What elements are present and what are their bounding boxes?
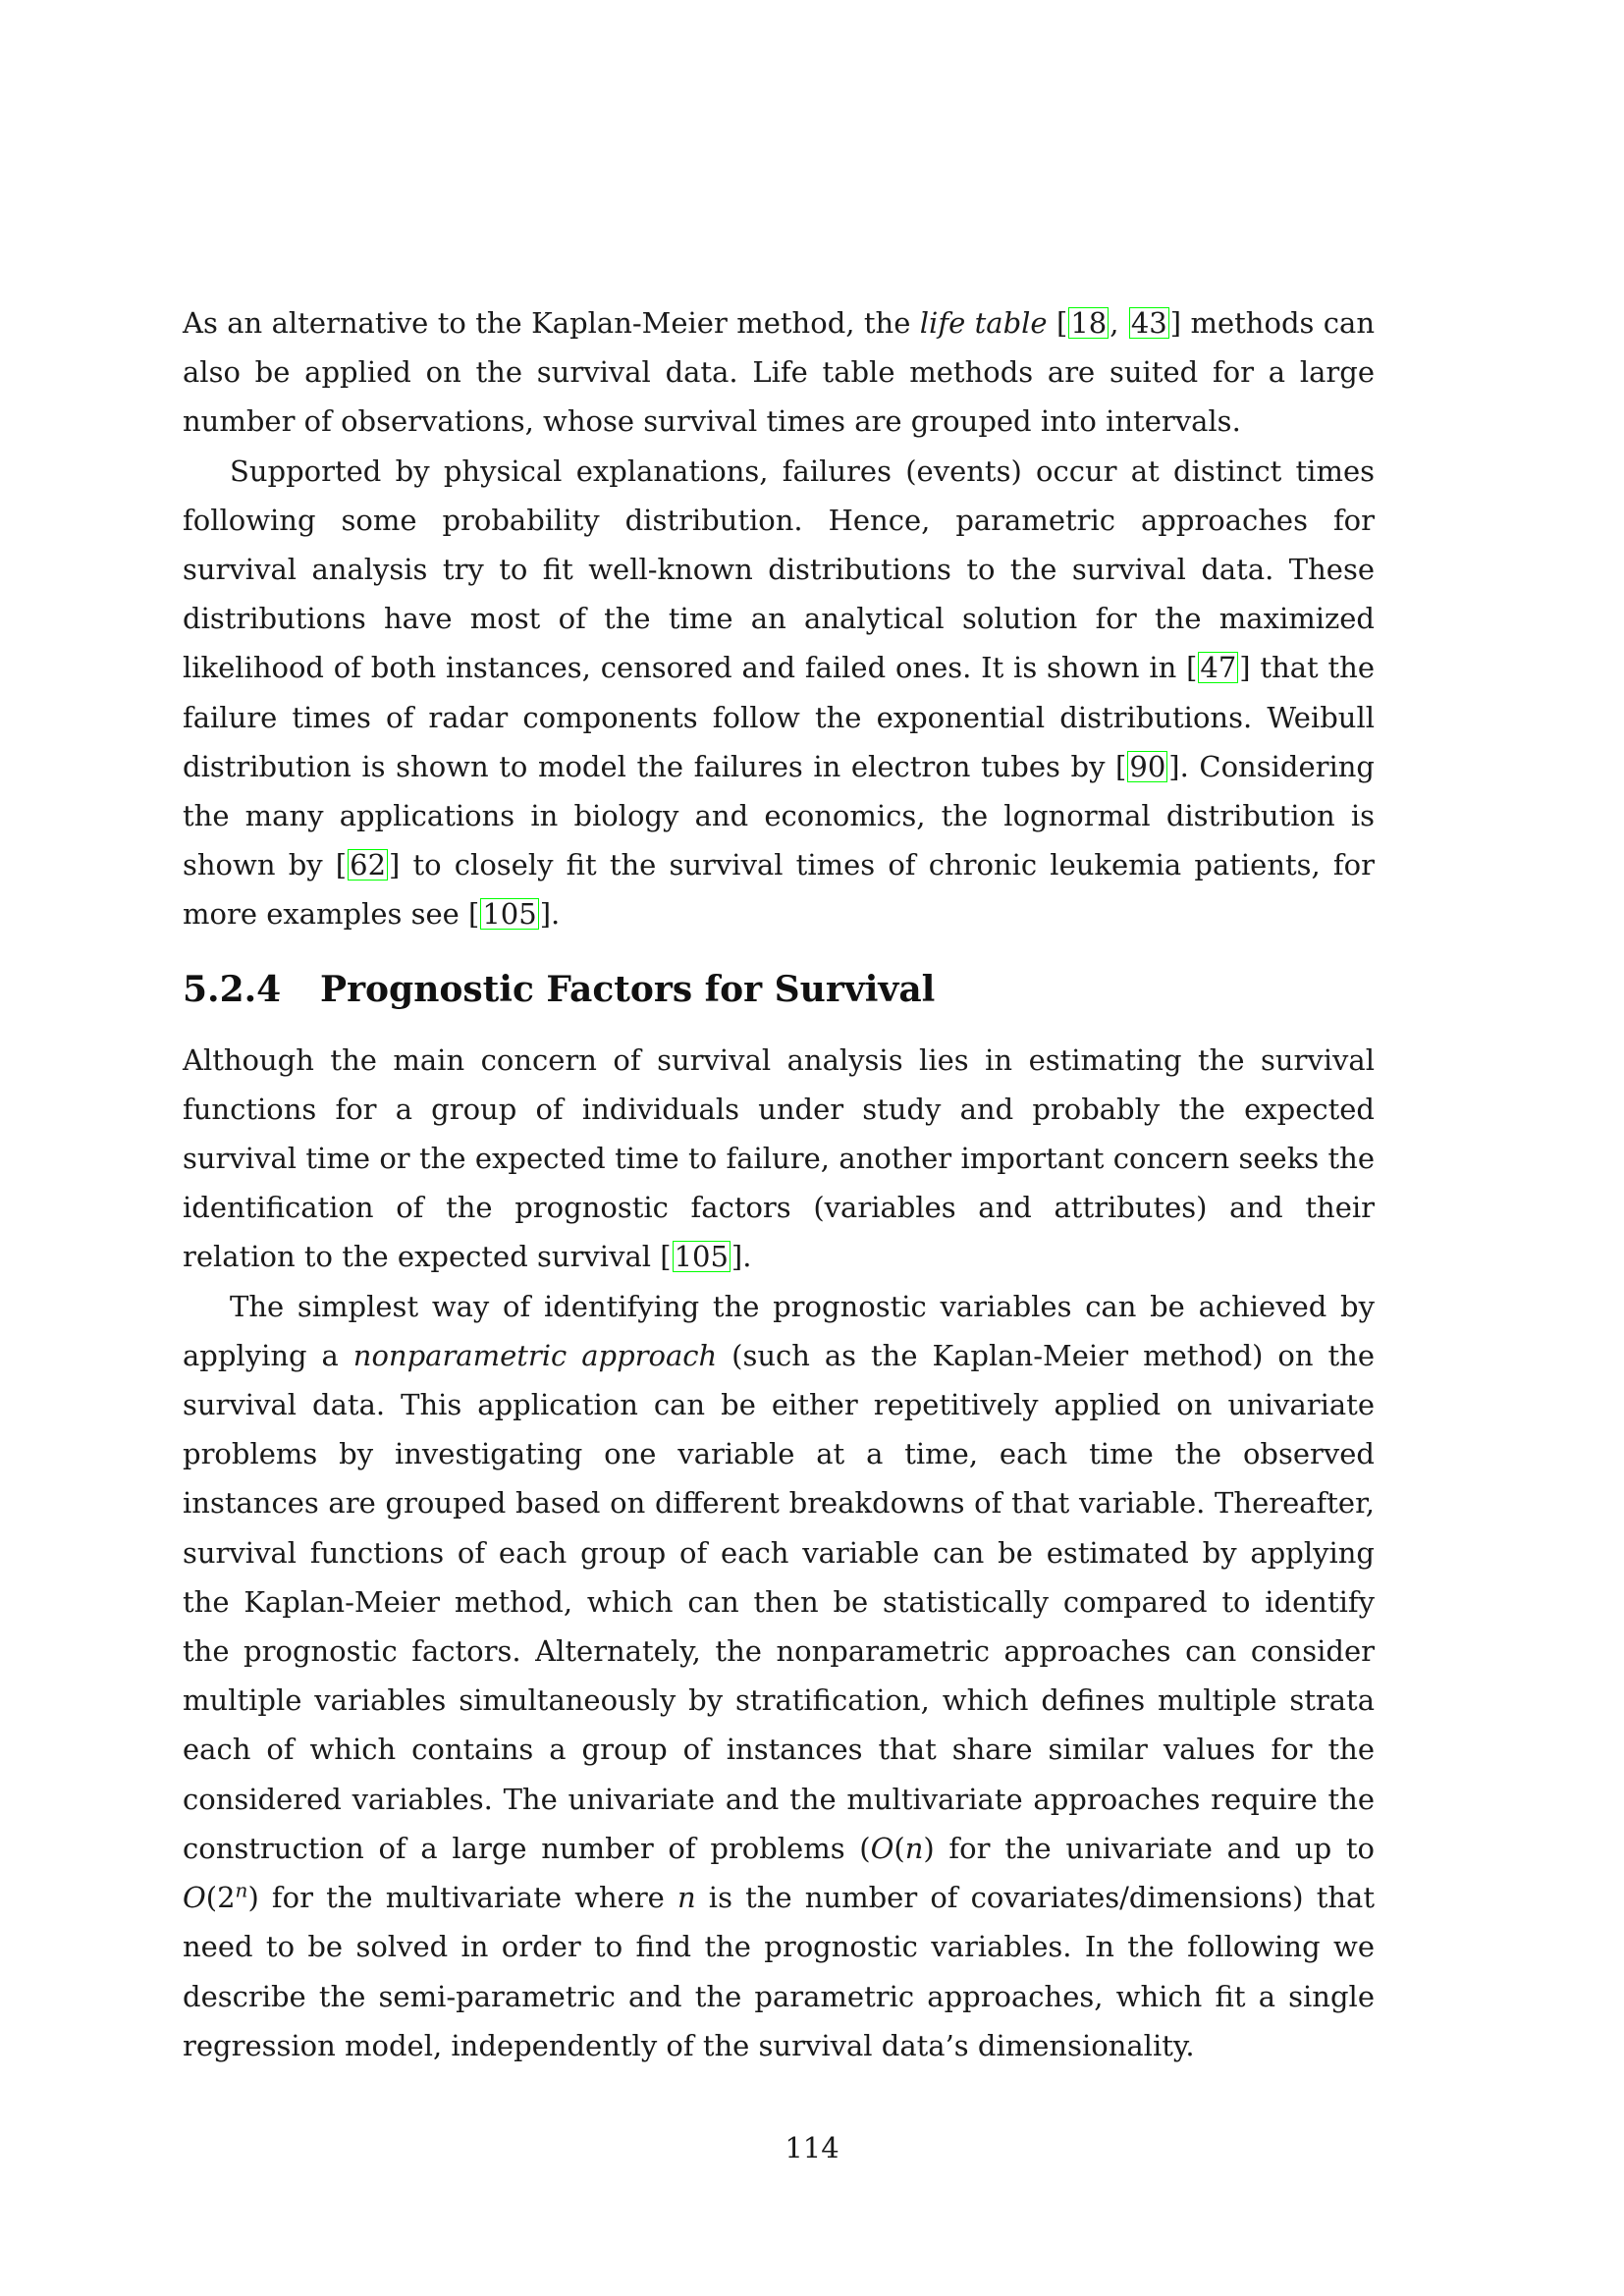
math-symbol: n [904,1831,924,1865]
citation-link[interactable]: 105 [482,897,537,932]
citation-link[interactable]: 43 [1130,306,1167,340]
text-run: Supported by physical explanations, failures (events) occur at distinct times following some probability distribution. Hence, parametric approaches for survival analysis try to fit well-known distributions to the survival data. These distributions have most of the time an analytical solution for the maximized likelihood of both instances, censored and failed ones. It is shown in [ [183,454,1375,685]
citation-link[interactable]: 47 [1200,651,1237,685]
text-run: , [1110,306,1128,340]
text-run: ] methods can also be applied on the survival data. Life table methods are suited for a large number of observations, whose survival times are grouped into intervals. [183,306,1376,439]
paragraph-prognostic-concern [183,1036,1375,1282]
text-run: ]. [731,1240,752,1274]
math-symbol: O [183,1881,206,1915]
emphasis-life-table: life table [919,306,1048,340]
section-number: 5.2.4 [183,968,282,1010]
text-run: [ [1047,306,1068,340]
text-run: ]. [539,897,561,932]
text-run: ) for the univariate and up to [923,1831,1375,1865]
math-exponent: n [235,1878,248,1902]
math-symbol: O [870,1831,894,1865]
math-symbol: n [677,1881,696,1915]
text-run: ] to closely fit the survival times of chronic leukemia patients, for more examples see [ [183,848,1375,932]
citation-link[interactable]: 62 [350,848,387,882]
citation-link[interactable]: 18 [1070,306,1108,340]
citation-link[interactable]: 105 [674,1240,729,1274]
section-title: Prognostic Factors for Survival [320,968,936,1010]
paragraph-parametric [183,447,1375,939]
text-run: (2 [205,1881,236,1915]
citation-link[interactable]: 90 [1129,749,1166,783]
section-heading [183,965,1375,1014]
text-run: is the number of covariates/dimensions) that need to be solved in order to find the prognostic variables. In the following we describe the semi-parametric and the parametric approaches, which fit a single regression model, independently of the survival data’s dimensionality. [183,1881,1376,2062]
text-run: Although the main concern of survival analysis lies in estimating the survival functions for a group of individuals under study and probably the expected survival time or the expected time to failure, another important concern seeks the identification of the prognostic factors (variables and attributes) and their relation to the expected survival [ [183,1042,1375,1274]
text-run: (such as the Kaplan-Meier method) on the survival data. This application can be either repetitively applied on univariate problems by investigating one variable at a time, each time the observed instances are grouped based on different breakdowns of that variable. Thereafter, survival functions of each group of each variable can be estimated by applying the Kaplan-Meier method, which can then be statistically compared to identify the prognostic factors. Alternately, the nonparametric approaches can consider multiple variables simultaneously by stratification, which defines multiple strata each of which contains a group of instances that share similar values for the considered variables. The univariate and the multivariate approaches require the construction of a large number of problems ( [183,1338,1375,1865]
text-run: ] that the failure times of radar components follow the exponential distributions. Weibull distribution is shown to model the failures in electron tubes by [ [183,651,1375,783]
text-run: ) for the multivariate where [247,1881,677,1915]
text-run: As an alternative to the Kaplan-Meier method, the [183,306,920,340]
text-run: ]. Considering the many applications in biology and economics, the lognormal distribution is shown by [ [183,749,1375,882]
text-run: The simplest way of identifying the prognostic variables can be achieved by applying a [183,1289,1375,1372]
page-body [183,298,1375,2070]
paragraph-life-table [183,298,1375,447]
emphasis-nonparametric-approach: nonparametric approach [352,1338,718,1372]
paragraph-nonparametric [183,1282,1375,2070]
text-run: ( [893,1831,905,1865]
page-number: 114 [785,2131,839,2164]
